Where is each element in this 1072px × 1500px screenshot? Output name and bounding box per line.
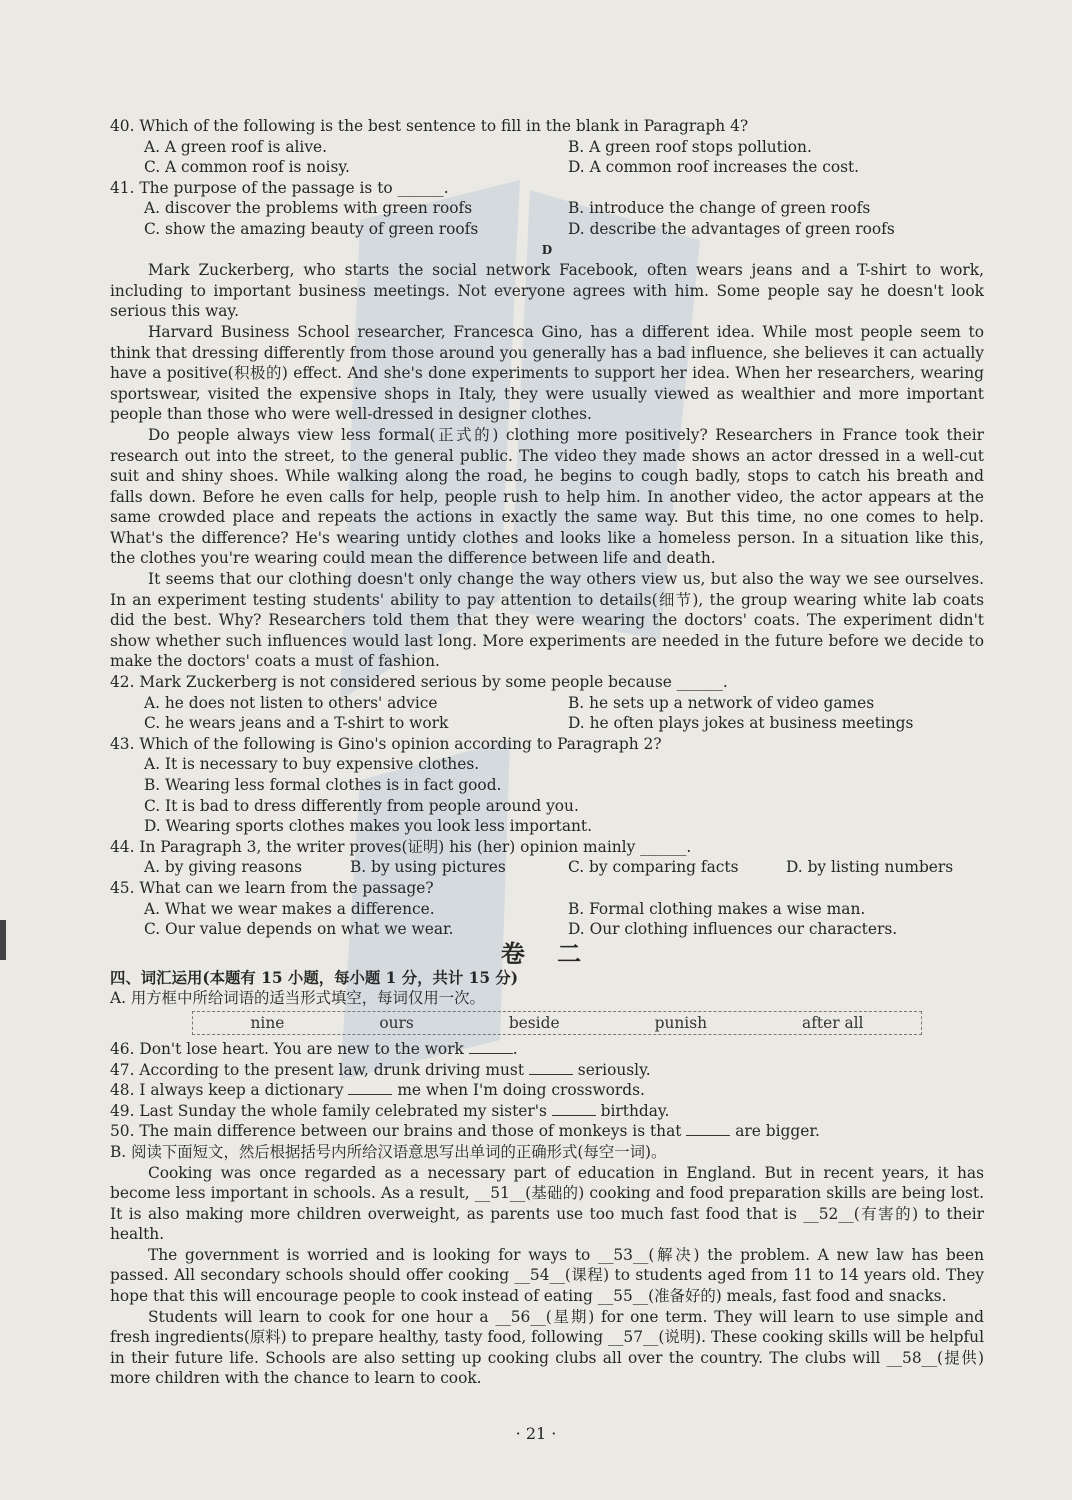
item-49-end: birthday.	[595, 1101, 670, 1120]
question-43-stem: 43. Which of the following is Gino's opinion according to Paragraph 2?	[110, 734, 662, 753]
option-40a[interactable]: A. A green roof is alive.	[144, 137, 328, 156]
option-43b-row	[144, 775, 984, 796]
question-40-options-row2	[144, 157, 984, 178]
passage-d-paragraph-2: Harvard Business School researcher, Francesca Gino, has a different idea. While most people seem to think that dressing differently from those around you generally has a bad influence, she believes it can actually have a positive(积极的) effect. And she's done experiments to support her idea. When her researchers, wearing sportswear, visited the expensive shops in Italy, they were usually viewed as wealthier and more important people than those who were well-dressed in designer clothes.	[110, 322, 984, 424]
item-48	[110, 1080, 984, 1101]
option-40b[interactable]: B. A green roof stops pollution.	[568, 137, 812, 156]
option-41c[interactable]: C. show the amazing beauty of green roofs	[144, 219, 479, 238]
question-45-options-row1	[144, 899, 984, 920]
option-44b[interactable]: B. by using pictures	[350, 858, 506, 877]
item-48-end: me when I'm doing crosswords.	[392, 1081, 645, 1100]
item-46	[110, 1039, 984, 1060]
option-45a[interactable]: A. What we wear makes a difference.	[144, 899, 435, 918]
part4-a-instruction: A. 用方框中所给词语的适当形式填空，每词仅用一次。	[110, 989, 485, 1008]
cloze-paragraph-2: The government is worried and is looking for ways to __53__(解决) the problem. A new law has been passed. All secondary schools should offer cooking __54__(课程) to students aged from 11 to 14 years old. They hope that this will encourage people to cook instead of eating __55__(准备好的) meals, fast food and snacks.	[110, 1245, 984, 1306]
option-45d[interactable]: D. Our clothing influences our characters.	[568, 920, 898, 939]
option-41b[interactable]: B. introduce the change of green roofs	[568, 199, 871, 218]
passage-d-title: D	[541, 242, 553, 257]
item-47-end: seriously.	[572, 1060, 651, 1079]
word-box-item: ours	[379, 1013, 414, 1032]
option-42a[interactable]: A. he does not listen to others' advice	[144, 693, 438, 712]
answer-blank-48[interactable]	[348, 1094, 392, 1095]
item-49-text: 49. Last Sunday the whole family celebrated my sister's	[110, 1101, 552, 1120]
option-40c[interactable]: C. A common roof is noisy.	[144, 158, 350, 177]
option-45b[interactable]: B. Formal clothing makes a wise man.	[568, 899, 866, 918]
question-40-stem: 40. Which of the following is the best sentence to fill in the blank in Paragraph 4?	[110, 117, 749, 135]
option-42b[interactable]: B. he sets up a network of video games	[568, 693, 875, 712]
question-41-options-row1	[144, 198, 984, 219]
page-edge-mark	[0, 920, 6, 960]
exam-page	[110, 116, 984, 1389]
answer-blank-47[interactable]	[529, 1074, 573, 1075]
option-43d[interactable]: D. Wearing sports clothes makes you look less important.	[144, 817, 593, 836]
option-43c-row	[144, 796, 984, 817]
item-47-text: 47. According to the present law, drunk driving must	[110, 1060, 529, 1079]
item-46-end: .	[512, 1039, 518, 1058]
question-45-stem: 45. What can we learn from the passage?	[110, 878, 434, 897]
cloze-paragraph-3: Students will learn to cook for one hour a __56__(星期) for one term. They will learn to use simple and fresh ingredients(原料) to prepare healthy, tasty food, following __57__(说明). These cooking skills will be helpful in their future life. Schools are also setting up cooking clubs all over the country. The clubs will __58__(提供) more children with the chance to learn to cook.	[110, 1307, 984, 1388]
option-41a[interactable]: A. discover the problems with green roofs	[144, 199, 473, 218]
passage-d-paragraph-1: Mark Zuckerberg, who starts the social network Facebook, often wears jeans and a T-shirt to work, including to important business meetings. Not everyone agrees with him. Some people say he doesn't look serious this way.	[110, 261, 984, 321]
question-45-options-row2	[144, 919, 984, 940]
item-46-text: 46. Don't lose heart. You are new to the work	[110, 1039, 469, 1058]
word-box-item: nine	[250, 1013, 285, 1032]
item-49	[110, 1101, 984, 1122]
question-40-options-row1	[144, 137, 984, 158]
answer-blank-46[interactable]	[469, 1053, 513, 1054]
option-40d[interactable]: D. A common roof increases the cost.	[568, 158, 860, 177]
word-box-item: punish	[654, 1013, 708, 1032]
option-43c[interactable]: C. It is bad to dress differently from people around you.	[144, 796, 579, 815]
question-41-options-row2	[144, 219, 984, 240]
word-box-item: beside	[508, 1013, 560, 1032]
item-48-text: 48. I always keep a dictionary	[110, 1081, 349, 1100]
question-44-stem: 44. In Paragraph 3, the writer proves(证明) his (her) opinion mainly ______.	[110, 837, 692, 856]
option-43b[interactable]: B. Wearing less formal clothes is in fact good.	[144, 776, 502, 794]
item-50	[110, 1121, 984, 1142]
passage-d-paragraph-4: It seems that our clothing doesn't only change the way others view us, but also the way we see ourselves. In an experiment testing students' ability to pay attention to details(细节), the group wearing white lab coats did the best. Why? Researchers told them that they were wearing the doctors' coats. The experiment didn't show whether such influences would last long. More experiments are needed in the future before we decide to make the doctors' coats a must of fashion.	[110, 570, 984, 671]
option-42c[interactable]: C. he wears jeans and a T-shirt to work	[144, 714, 449, 733]
option-42d[interactable]: D. he often plays jokes at business meetings	[568, 714, 914, 733]
question-42-stem: 42. Mark Zuckerberg is not considered serious by some people because ______.	[110, 673, 728, 692]
passage-d-paragraph-3: Do people always view less formal(正式的) clothing more positively? Researchers in France took their research out into the street, to the general public. The video they made shows an actor dressed in a well-cut suit and shiny shoes. While walking along the road, he begins to cough badly, stops to catch his breath and falls down. Before he even calls for help, people rush to help him. In another video, the actor appears at the same crowded place and repeats the actions in exactly the same way. But this time, no one comes to help. What's the difference? He's wearing untidy clothes and looks like a homeless person. In a situation like this, the clothes you're wearing could mean the difference between life and death.	[110, 425, 984, 568]
option-44c[interactable]: C. by comparing facts	[568, 858, 739, 877]
question-44-options	[144, 857, 984, 878]
option-41d[interactable]: D. describe the advantages of green roofs	[568, 219, 895, 238]
part4-heading: 四、词汇运用(本题有 15 小题，每小题 1 分，共计 15 分)	[110, 968, 519, 987]
cloze-paragraph-1: Cooking was once regarded as a necessary part of education in England. But in recent years, it has become less important in schools. As a result, __51__(基础的) cooking and food preparation skills are being lost. It is also making more children overweight, as parents use too much fast food that is __52__(有害的) to their health.	[110, 1163, 984, 1244]
word-box	[192, 1011, 922, 1035]
option-43d-row	[144, 816, 984, 837]
option-44d[interactable]: D. by listing numbers	[786, 858, 954, 877]
word-box-item: after all	[802, 1013, 864, 1032]
section-title: 卷 二	[500, 938, 594, 968]
option-43a-row	[144, 754, 984, 775]
option-43a[interactable]: A. It is necessary to buy expensive clothes.	[144, 755, 480, 774]
part4-b-instruction: B. 阅读下面短文，然后根据括号内所给汉语意思写出单词的正确形式(每空一词)。	[110, 1142, 667, 1161]
page-number: · 21 ·	[515, 1424, 557, 1443]
answer-blank-49[interactable]	[552, 1115, 596, 1116]
answer-blank-50[interactable]	[686, 1135, 730, 1136]
question-42-options-row1	[144, 693, 984, 714]
option-44a[interactable]: A. by giving reasons	[144, 858, 303, 877]
question-41-stem: 41. The purpose of the passage is to ______.	[110, 178, 449, 197]
item-50-text: 50. The main difference between our brains and those of monkeys is that	[110, 1122, 687, 1141]
item-47	[110, 1060, 984, 1081]
option-45c[interactable]: C. Our value depends on what we wear.	[144, 920, 454, 939]
item-50-end: are bigger.	[730, 1122, 820, 1141]
question-42-options-row2	[144, 713, 984, 734]
